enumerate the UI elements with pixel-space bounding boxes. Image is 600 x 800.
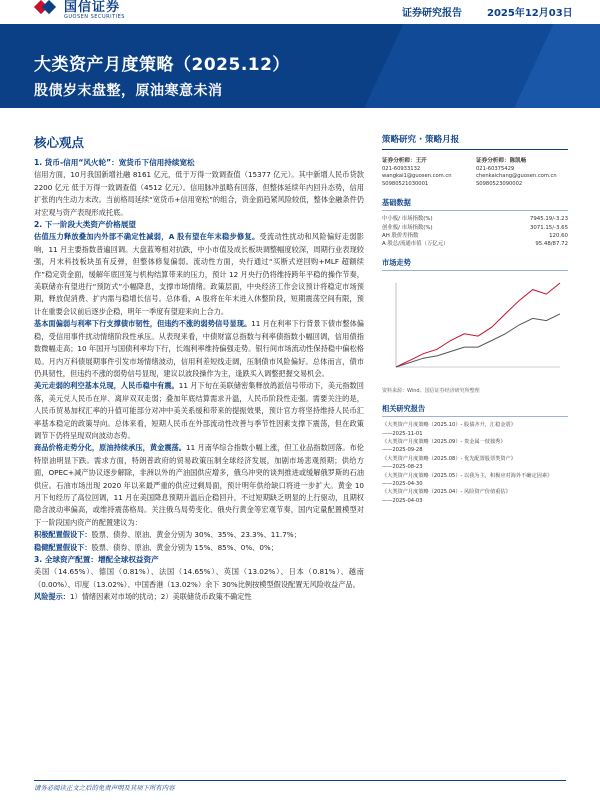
analyst1-name: 王开 [415, 158, 427, 164]
alloc2-value: 股票、债券、原油、黄金分别为 15%、85%、0%、0%； [91, 542, 278, 552]
side-column [382, 133, 568, 505]
paragraph-bond [34, 318, 364, 380]
heading-1: 1. 货币-信用“风火轮”：宽货币下信用持续宽松 [34, 158, 195, 167]
alloc1-label: 积极配置假设下： [34, 530, 92, 540]
alloc2-label: 稳健配置假设下： [34, 542, 92, 552]
equity-lead: 估值压力释放叠加内外部不确定性减弱，A 股有望在年末稳步修复。 [34, 232, 260, 242]
analyst2-tel: 021-60375429 [476, 165, 515, 172]
risk-warning [34, 591, 364, 603]
table-row [382, 224, 568, 232]
analysts-block [382, 158, 568, 188]
logo-cn: 国信证券 [64, 0, 121, 15]
paragraph-global: 美国（14.65%）、德国（0.81%）、法国（14.65%）、英国（13.02%）、日本（0.81%）、越南（0.00%）、印度（13.02%）、中国香港（13.02%）余下 30%比例按模型假设配置无风险收益产品。 [34, 567, 364, 589]
table-cell-value: 3071.15/-3.65 [529, 224, 568, 231]
related-item[interactable]: 《大类资产月度策略（2025.09）- 贵金属一枝独秀》 ——2025-09-28 [382, 439, 506, 454]
commodity-body: 11 月南华综合指数小幅上涨，但工业品指数回落。布伦特原油明显下跌。需求方面，特朗普政府的贸易政策压制全球经济发展，加剧市场悲观预期；供给方面，OPEC+减产协议逐步解除，非洲以外的产油国供应增多，俄乌冲突的谈判推进或缓解俄罗斯的石油供应。石油市场出现 2020 年以来最严重的供应过剩局面，预计明年供给缺口将进一步扩大。黄金 10 月下旬经历了高位回调，11 月在美国降息预期升温后企稳回升，不过短期缺乏明显的上行驱动，且期权隐含波动率偏高，或维持震荡格局。关注俄乌局势变化、俄央行黄金等宏观节奏，国内定量配置模型对下一阶段国内资产的配置建议为： [34, 443, 364, 527]
paragraph-commodity [34, 442, 364, 529]
analyst2-role: 证券分析师： [476, 158, 510, 164]
series-line-0 [396, 283, 560, 367]
alloc1-value: 股票、债券、原油、黄金分别为 30%、35%、23.3%、11.7%； [91, 530, 301, 540]
heading-3: 3. 全球资产配置：增配全球权益资产 [34, 555, 159, 564]
footer [34, 780, 566, 792]
related-item[interactable]: 《大类资产月度策略（2025.08）- 优先配置股票类资产》 ——2025-08-23 [382, 455, 516, 471]
bond-body: 11 月在利率下行背景下债市整体偏稳，受信用事件扰动情绪阶段性承压。从表现来看，中债财富总指数与利率债指数小幅回调，信用债指数微幅走高；10 年国开与国债利率均下行，长端利率维持偏强走势。银行间市场流动性保持稳中偏松格局。月内万科债展期事件引发市场情绪波动，信用利差短线走阔，压制债市风险偏好。总体而言，债市仍具韧性，但违约不涨的弱势信号显现，建议以波段操作为主，逢跌买入调整把握交易机会。 [34, 319, 364, 378]
basic-data-table [382, 215, 568, 248]
analyst1-cert: S0980521030001 [382, 180, 429, 187]
related-title: 相关研究报告 [382, 404, 568, 417]
paragraph-fx [34, 380, 364, 442]
table-row [382, 215, 568, 223]
logo-mark-icon [34, 0, 60, 20]
table-cell-label: AH 股价差指数 [382, 232, 419, 239]
chart-source: 资料来源：Wind、国信证券经济研究所整理 [382, 388, 480, 395]
market-trend-title: 市场走势 [382, 258, 568, 271]
allocation-stable [34, 542, 364, 554]
report-subtitle: 股债岁末盘整，原油寒意未消 [34, 83, 223, 99]
table-cell-label: 创业板/ 市场指数(%) [382, 224, 433, 231]
analyst1-role: 证券分析师： [382, 158, 416, 164]
fx-lead: 美元走弱的利空基本兑现，人民币稳中有震。 [34, 381, 179, 391]
table-cell-value: 95.48/87.72 [535, 240, 568, 247]
series-line-1 [396, 314, 560, 367]
fx-body: 11 月下旬在美联储密集释放鸽派信号带动下，美元指数回落，美元兑人民币在岸、离岸双双走弱；叠加年底结算需求升温，人民币阶段性走强。需要关注的是，人民币贸易加权汇率的升值可能部分对冲中美关系缓和带来的提振效果，预计官方将坚持维持人民币汇率基本稳定的政策导向。总体来看，短期人民币在外部流动性改善与季节性因素支撑下震荡，但在政策调节下仍将呈现双向波动态势。 [34, 381, 364, 440]
table-cell-label: 中小板/ 市场指数(%) [382, 216, 433, 223]
risk-text: 1）情绪因素对市场的扰动；2）美联储货币政策不确定性 [69, 592, 252, 602]
report-title: 大类资产月度策略（2025.12） [34, 55, 290, 75]
trend-chart-svg [382, 275, 568, 385]
table-row [382, 240, 568, 248]
risk-label: 风险提示： [34, 592, 70, 602]
analyst1-tel: 021-60933132 [382, 165, 421, 172]
related-item[interactable]: 《大类资产月度策略（2025.04）- 风险资产价值重估》 ——2025-04-03 [382, 489, 511, 504]
table-cell-label: A 股总/流通市值（万亿元） [382, 240, 449, 247]
related-item[interactable]: 《大类资产月度策略（2025.10）- 股债齐升，汇稳金震》 ——2025-11-01 [382, 422, 516, 437]
paragraph-equity [34, 231, 364, 318]
report-type: 证券研究报告 [402, 8, 462, 19]
table-row [382, 232, 568, 240]
heading-2: 2. 下一阶段大类资产价格展望 [34, 220, 136, 230]
analyst-2 [476, 158, 568, 188]
analyst-1 [382, 158, 474, 188]
footer-note: 请务必阅读正文之后的免责声明及其项下所有内容 [34, 784, 175, 792]
logo-en: GUOSEN SECURITIES [64, 13, 125, 20]
analyst1-email[interactable]: wangkai1@guosen.com.cn [382, 173, 452, 180]
company-logo [34, 0, 125, 20]
top-bar [0, 0, 600, 24]
analyst2-cert: S0980523090002 [476, 180, 523, 187]
bond-lead: 基本面偏弱与利率下行支撑债市韧性，但违约不涨的弱势信号显现。 [34, 319, 252, 329]
paragraph-credit: 信用方面，10月我国新增社融 8161 亿元，低于万得一致调查值（15377 亿元）。其中新增人民币贷款 2200 亿元 低于万得一致调查值（4512 亿元）。信用脉冲虽略有回落，但整体延续年内回升态势，信用扩张的内生动力未改。当前格局延续“宽货币+信用宽松”的组合，资金面趋紧风险较低，整体金融条件仍对宏观与资产表现形成托底。 [34, 170, 364, 217]
section-title: 核心观点 [34, 135, 85, 150]
equity-body: 受流动性扰动和风险偏好走弱影响，11 月主要指数普遍回调。大盘蓝筹相对抗跌，中小市值及成长板块调整幅度较深，周期行业表现较强，月末科技板块虽有反弹，但整体修复偏弱。流动性方面，央行通过“买断式逆回购+MLF 超额续作”稳定资金面，缓解年底回笼与机构结算带来的压力，预计 12 月央行仍将维持跨年平稳的操作节奏，美联储亦有望进行“预防式”小幅降息，支撑市场情绪。政策层面，中央经济工作会议预计将稳定市场预期，释放促消费、扩内需与稳增长信号。总体看，A 股将在年末进入休整阶段，短期震荡空间有限，预计在重要会议前后逐步企稳，明年一季度有望迎来向上合力。 [34, 232, 364, 316]
market-trend-chart [382, 275, 568, 385]
side-head: 策略研究 · 策略月报 [382, 133, 568, 150]
related-item[interactable]: 《大类资产月度策略（2025.05）- 以我为主，积极应对海外不确定因素》 ——2025-04-30 [382, 472, 553, 488]
table-cell-value: 7945.19/-3.23 [529, 216, 568, 223]
main-column [34, 133, 364, 604]
related-list [382, 421, 568, 505]
allocation-aggressive [34, 529, 364, 541]
commodity-lead: 商品价格走势分化，原油持续承压，黄金震荡。 [34, 443, 187, 453]
basic-data-title: 基础数据 [382, 198, 568, 211]
analyst2-email[interactable]: chenkaichang@guosen.com.cn [476, 173, 557, 180]
table-cell-value: 120.60 [549, 232, 568, 239]
analyst2-name: 陈凯畅 [509, 158, 527, 164]
report-date: 2025年12月03日 [487, 8, 573, 19]
